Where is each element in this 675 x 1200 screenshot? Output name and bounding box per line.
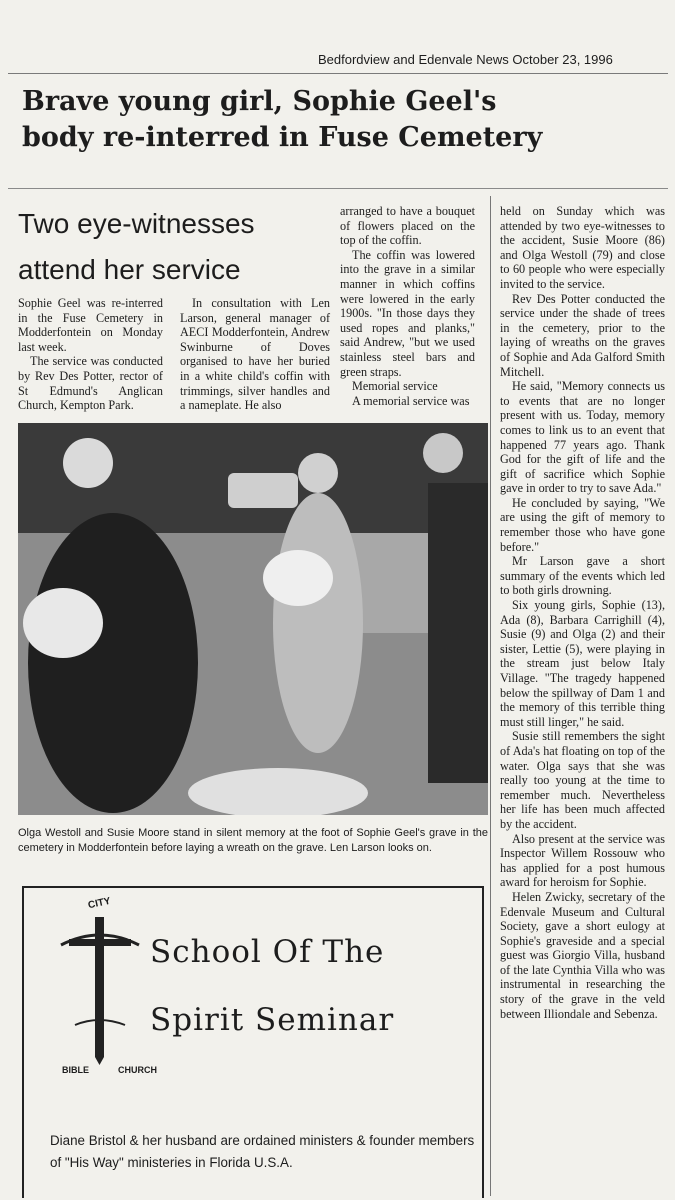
paragraph: He said, "Memory connects us to events that are no longer present with us. Today, memory comes to link us to an event that happened 77 years ago. Thank God for the gift of life and the gift of sacrifice which Sophie gave in order to try to save Ada." [500, 379, 665, 496]
headline-line-2: body re-interred in Fuse Cemetery [22, 122, 543, 153]
ad-title-line-2: Spirit Seminar [150, 1002, 395, 1038]
photo-illustration [18, 423, 488, 815]
paragraph: held on Sunday which was attended by two eye-witnesses to the accident, Susie Moore (86) and Olga Westoll (79) and close to 60 people who were especially invited to the service. [500, 204, 665, 291]
section-heading: Memorial service [352, 379, 438, 394]
paragraph: In consultation with Len Larson, general manager of AECI Modderfontein, Andrew Swinburne of Doves organised to have her buried in a white child's coffin with trimmings, silver handles and a nameplate. He also [180, 296, 330, 413]
paragraph: He concluded by saying, "We are using the gift of memory to remember those who have gone before." [500, 495, 665, 554]
paragraph: The service was conducted by Rev Des Potter, rector of St Edmund's Anglican Church, Kempton Park. [18, 354, 163, 413]
logo-city-text: CITY [87, 895, 112, 912]
paragraph: The coffin was lowered into the grave in a similar manner in which coffins were lowered in the early 1900s. "In those days they used ropes and planks," said Andrew, "but we used stainless steel bars and green straps. [340, 247, 475, 379]
subheadline-line-1: Two eye-witnesses [18, 208, 255, 239]
cross-sword-icon [55, 905, 145, 1065]
headline-rule [8, 188, 668, 189]
paragraph: Rev Des Potter conducted the service under the shade of trees in the cemetery, prior to the laying of wreaths on the graves of Sophie and Ada Galford Smith Mitchell. [500, 291, 665, 379]
logo-church-text: CHURCH [118, 1065, 157, 1075]
article-column-2 [180, 296, 330, 413]
logo-bible-text: BIBLE [62, 1065, 89, 1075]
paragraph: Also present at the service was Inspector Willem Rossouw who has applied for a post humous award for heroism for Sophie. [500, 831, 665, 890]
paragraph: Six young girls, Sophie (13), Ada (8), Barbara Carrighill (4), Susie (9) and Olga (2) and their sister, Lettie (5), were playing in the stream just below Italy Village. "The tragedy happened below the spillway of Dam 1 and the memory of this terrible thing must still linger," he said. [500, 598, 665, 729]
article-column-4 [500, 204, 665, 1021]
ad-body-line-2: of "His Way" ministeries in Florida U.S.A. [50, 1155, 293, 1170]
column-divider [490, 196, 491, 1196]
paragraph: Sophie Geel was re-interred in the Fuse Cemetery in Modderfontein on Monday last week. [18, 296, 163, 354]
ad-body [50, 1130, 480, 1174]
paragraph: arranged to have a bouquet of flowers placed on the top of the coffin. [340, 204, 475, 248]
subheadline-line-2: attend her service [18, 254, 241, 285]
ad-body-line-1: Diane Bristol & her husband are ordained ministers & founder members [50, 1133, 475, 1148]
paragraph: Susie still remembers the sight of Ada's hat floating on top of the water. Olga says that she was really too young at the time to remember much. Nevertheless her life has been much affected by the accident. [500, 729, 665, 831]
masthead: Bedfordview and Edenvale News October 23, 1996 [318, 52, 613, 67]
ad-title-line-1: School Of The [150, 934, 385, 970]
paragraph: Mr Larson gave a short summary of the events which led to both girls drowning. [500, 554, 665, 598]
subheadline [18, 201, 318, 293]
photo-caption: Olga Westoll and Susie Moore stand in silent memory at the foot of Sophie Geel's grave in the cemetery in Modderfontein before laying a wreath on the grave. Len Larson looks on. [18, 827, 488, 854]
article-column-3 [340, 204, 475, 408]
masthead-rule [8, 73, 668, 74]
headline-line-1: Brave young girl, Sophie Geel's [22, 86, 497, 117]
article-column-1 [18, 296, 163, 413]
paragraph: A memorial service was [352, 393, 470, 408]
paragraph: Helen Zwicky, secretary of the Edenvale Museum and Cultural Society, gave a short eulogy at Sophie's graveside and a special guest was Giorgio Villa, husband of the late Cynthia Villa who was instrumental in researching the story of the grave in the veld between Illiondale and Sebenza. [500, 889, 665, 1021]
headline [22, 84, 662, 156]
news-photo [18, 423, 488, 815]
